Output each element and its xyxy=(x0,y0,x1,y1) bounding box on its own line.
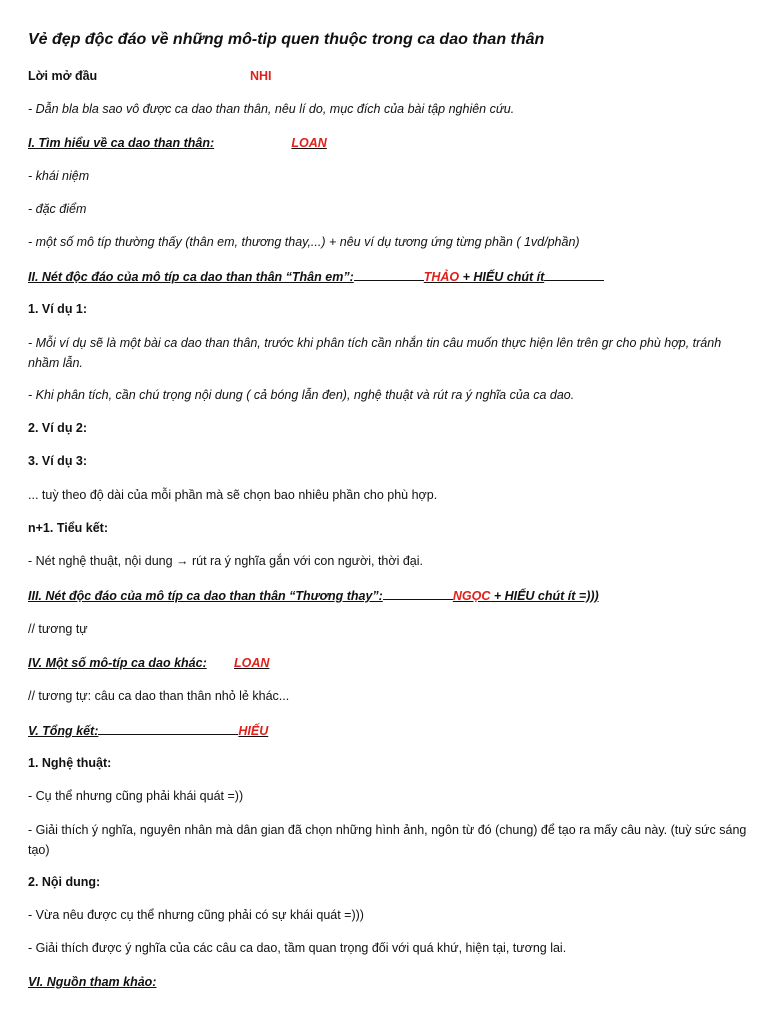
section3-heading: III. Nét độc đáo của mô típ ca dao than thân “Thương thay”: xyxy=(28,589,383,603)
section5-content-text2: - Giải thích được ý nghĩa của các câu ca dao, tầm quan trọng đối với quá khứ, hiện tại, tương lai. xyxy=(28,941,567,955)
section3-text: // tương tự xyxy=(28,622,88,636)
section4-heading: IV. Một số mô-típ ca dao khác: xyxy=(28,656,207,670)
section3-assignee-rest: + HIẾU chút ít =))) xyxy=(490,589,599,603)
section2-heading: II. Nét độc đáo của mô típ ca dao than thân “Thân em”: xyxy=(28,270,354,284)
section2-example1-heading: 1. Ví dụ 1: xyxy=(28,302,88,316)
section5-art-text2: - Giải thích ý nghĩa, nguyên nhân mà dân gian đã chọn những hình ảnh, ngôn từ đó (chung) để tạo ra mấy câu này. (tuỳ sức sáng tạo) xyxy=(28,823,747,857)
section5-heading: V. Tổng kết: xyxy=(28,724,99,738)
section6-heading: VI. Nguồn tham khảo: xyxy=(28,975,157,989)
section5-assignee: HIẾU xyxy=(238,724,269,738)
section5-content-heading: 2. Nội dung: xyxy=(28,875,101,889)
section2-summary-heading: n+1. Tiểu kết: xyxy=(28,521,109,535)
section5-art-text1: - Cụ thể nhưng cũng phải khái quát =)) xyxy=(28,789,244,803)
section1-heading: I. Tìm hiểu về ca dao than thân: xyxy=(28,136,215,150)
section5-blank xyxy=(98,722,238,735)
section2-summary-text: - Nét nghệ thuật, nội dung → rút ra ý nghĩa gắn với con người, thời đại. xyxy=(28,554,423,568)
section5-art-heading: 1. Nghệ thuật: xyxy=(28,756,112,770)
section1-assignee: LOAN xyxy=(291,136,327,150)
section1-heading-row xyxy=(28,135,404,151)
section2-example1-text2: - Khi phân tích, cần chú trọng nội dung ( cả bóng lẫn đen), nghệ thuật và rút ra ý nghĩa của ca dao. xyxy=(28,388,575,402)
section2-example3-heading: 3. Ví dụ 3: xyxy=(28,454,88,468)
section1-item-3: - một số mô típ thường thấy (thân em, thương thay,...) + nêu ví dụ tương ứng từng phần ( 1vd/phần) xyxy=(28,235,580,249)
section2-blank xyxy=(354,268,424,281)
section3-blank xyxy=(383,587,453,600)
section2-assignee-rest: + HIẾU chút ít xyxy=(459,270,545,284)
section4-text: // tương tự: câu ca dao than thân nhỏ lẻ khác... xyxy=(28,689,290,703)
intro-heading: Lời mở đầu xyxy=(28,69,98,83)
intro-assignee: NHI xyxy=(250,69,272,83)
section2-example3-text: ... tuỳ theo độ dài của mỗi phần mà sẽ chọn bao nhiêu phần cho phù hợp. xyxy=(28,488,438,502)
section3-heading-row xyxy=(28,587,599,604)
section5-content-text1: - Vừa nêu được cụ thể nhưng cũng phải có sự khái quát =))) xyxy=(28,908,364,922)
section4-heading-row xyxy=(28,655,297,671)
section1-item-2: - đặc điểm xyxy=(28,202,87,216)
section2-heading-row xyxy=(28,268,604,285)
intro-heading-row xyxy=(28,68,272,84)
section2-assignee-red: THẢO xyxy=(423,270,460,284)
section4-assignee: LOAN xyxy=(234,656,270,670)
section2-example2-heading: 2. Ví dụ 2: xyxy=(28,421,88,435)
intro-text: - Dẫn bla bla sao vô được ca dao than thân, nêu lí do, mục đích của bài tập nghiên cứu. xyxy=(28,102,515,116)
document-title: Vẻ đẹp độc đáo về những mô-tip quen thuộc trong ca dao than thân xyxy=(28,31,545,48)
section3-assignee-red: NGỌC xyxy=(452,589,491,603)
section2-example1-text1: - Mỗi ví dụ sẽ là một bài ca dao than thân, trước khi phân tích cần nhắn tin câu muốn thực hiện lên trên gr cho phù hợp, tránh nhầm lẫn. xyxy=(28,336,722,370)
section2-blank-end xyxy=(544,268,604,281)
section1-item-1: - khái niệm xyxy=(28,169,90,183)
section5-heading-row xyxy=(28,722,268,739)
